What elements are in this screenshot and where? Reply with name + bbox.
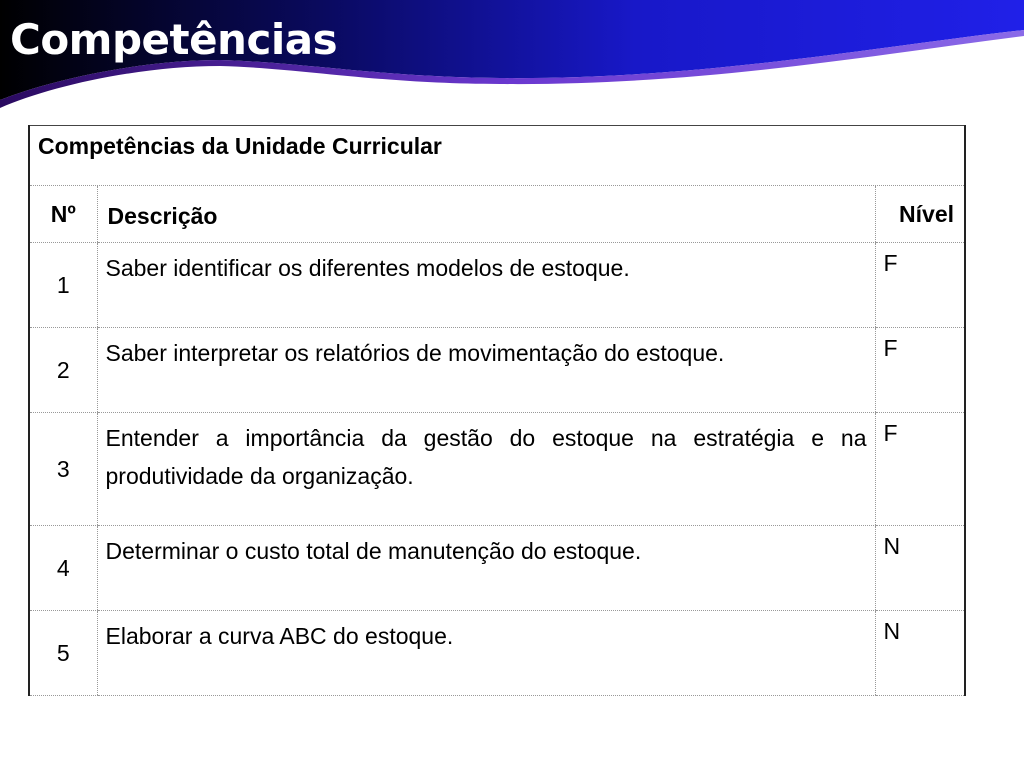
row-number: 1 — [29, 243, 97, 328]
table-row — [29, 243, 965, 328]
row-level: F — [875, 328, 965, 413]
row-number: 2 — [29, 328, 97, 413]
row-level: F — [875, 413, 965, 526]
slide-title: Competências — [10, 15, 338, 64]
table-row — [29, 413, 965, 526]
row-level: N — [875, 526, 965, 611]
row-description: Determinar o custo total de manutenção do estoque. — [97, 526, 875, 611]
row-description: Saber interpretar os relatórios de movimentação do estoque. — [97, 328, 875, 413]
row-level: F — [875, 243, 965, 328]
table-caption: Competências da Unidade Curricular — [29, 126, 965, 186]
row-description: Saber identificar os diferentes modelos de estoque. — [97, 243, 875, 328]
row-number: 4 — [29, 526, 97, 611]
table-row — [29, 328, 965, 413]
table-caption-row — [29, 126, 965, 186]
table-row — [29, 526, 965, 611]
table-header-row — [29, 186, 965, 243]
row-number: 5 — [29, 611, 97, 696]
header-level: Nível — [875, 186, 965, 243]
row-number: 3 — [29, 413, 97, 526]
row-description: Entender a importância da gestão do estoque na estratégia e na produtividade da organização. — [97, 413, 875, 526]
header-number: Nº — [29, 186, 97, 243]
header-description: Descrição — [97, 186, 875, 243]
row-level: N — [875, 611, 965, 696]
row-description: Elaborar a curva ABC do estoque. — [97, 611, 875, 696]
competencies-table — [28, 125, 966, 696]
table-row — [29, 611, 965, 696]
